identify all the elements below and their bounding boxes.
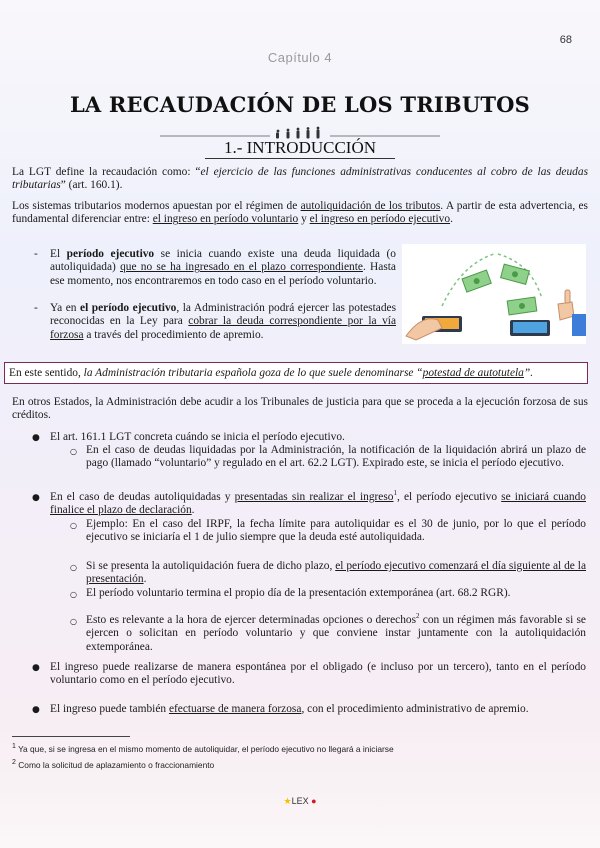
list-item-ingreso-espontaneo: El ingreso puede realizarse de manera espontánea por el obligado (e incluso por un tercero), tanto en el período voluntario como en el período ejecutivo. [50, 661, 586, 687]
sublist-item-periodo-voluntario: El período voluntario termina el propio día de la presentación extemporánea (art. 68.2 RGR). [86, 587, 511, 599]
paragraph-definition: La LGT define la recaudación como: “el ejercicio de las funciones administrativas conducentes al cobro de las deudas tributarias” (art. 160.1). [12, 166, 588, 192]
brand-label: LEX [291, 796, 309, 806]
bullet-marker: ● [32, 705, 40, 715]
list-item-periodo-ejecutivo: El período ejecutivo se inicia cuando existe una deuda liquidada (o autoliquidada) que no se ha ingresado en el plazo correspondiente. Hasta ese momento, nos encontraremos en todo caso en el período voluntario. [50, 248, 396, 287]
footnote-1: $^1$ Ya que, si se ingresa en el mismo momento de autoliquidar, el período ejecutivo no llegará a iniciarse [12, 743, 394, 754]
circle-marker: ○ [70, 590, 77, 599]
footer-brand [0, 796, 600, 807]
bullet-marker: ● [32, 663, 40, 673]
heading-underline [205, 158, 395, 159]
list-item-ingreso-forzoso: El ingreso puede también efectuarse de manera forzosa, con el procedimiento administrativo de apremio. [50, 703, 529, 715]
chapter-label: Capítulo 4 [267, 50, 333, 65]
bullet-marker: ● [32, 433, 40, 443]
drop-icon: ● [308, 796, 317, 806]
bullet-marker: ● [32, 493, 40, 503]
paragraph-otros-estados: En otros Estados, la Administración debe acudir a los Tribunales de justicia para que se proceda a la ejecución forzosa de sus créditos. [12, 396, 588, 422]
dash-marker: - [34, 248, 38, 260]
circle-marker: ○ [70, 447, 77, 456]
dash-marker: - [34, 302, 38, 314]
sublist-item-fuera-plazo: Si se presenta la autoliquidación fuera de dicho plazo, el período ejecutivo comenzará el día siguiente al de la presentación. [86, 560, 586, 586]
section-heading: 1.- INTRODUCCIÓN [223, 138, 377, 157]
payment-illustration-image [402, 244, 586, 344]
circle-marker: ○ [70, 521, 77, 530]
list-item-via-forzosa: Ya en el período ejecutivo, la Administración podrá ejercer las potestades reconocidas en la Ley para cobrar la deuda correspondiente por la vía forzosa a través del procedimiento de apremio. [50, 302, 397, 341]
sublist-item-opciones-derechos: Esto es relevante a la hora de ejercer determinadas opciones o derechos$^2$ con un régimen más favorable si se ejercen o solicitan en período voluntario y que conviene instar juntamente con la autoliquidación extemporánea. [86, 612, 586, 653]
sublist-item-liquidadas: En el caso de deudas liquidadas por la Administración, la notificación de la liquidación abrirá un plazo de pago (llamado “voluntario” y regulado en el art. 62.2 LGT). Expirado este, se inicia el período ejecutivo. [86, 444, 586, 470]
star-icon: ★ [283, 796, 292, 806]
page-title: LA RECAUDACIÓN DE LOS TRIBUTOS [69, 92, 531, 117]
page-number: 68 [559, 34, 572, 46]
circle-marker: ○ [70, 563, 77, 572]
sublist-item-ejemplo-irpf: Ejemplo: En el caso del IRPF, la fecha límite para autoliquidar es el 30 de junio, por lo que el período ejecutivo se iniciaría el 1 de julio siempre que la deuda esté autoliquidada. [86, 518, 586, 544]
list-item-art-161: El art. 161.1 LGT concreta cuándo se inicia el período ejecutivo. [50, 431, 345, 443]
footnote-separator [12, 736, 130, 737]
paragraph-systems: Los sistemas tributarios modernos apuestan por el régimen de autoliquidación de los tributos. A partir de esta advertencia, es fundamental diferenciar entre: el ingreso en período voluntario y el ingreso en período ejecutivo. [12, 200, 588, 226]
circle-marker: ○ [70, 617, 77, 626]
footnote-2: $^2$ Como la solicitud de aplazamiento o fraccionamiento [12, 759, 215, 770]
list-item-autoliquidadas: En el caso de deudas autoliquidadas y presentadas sin realizar el ingreso$^1$, el período ejecutivo se iniciará cuando finalice el plazo de declaración. [50, 489, 586, 517]
autotutela-callout: En este sentido, la Administración tributaria española goza de lo que suele denominarse “potestad de autotutela”. [4, 362, 588, 384]
